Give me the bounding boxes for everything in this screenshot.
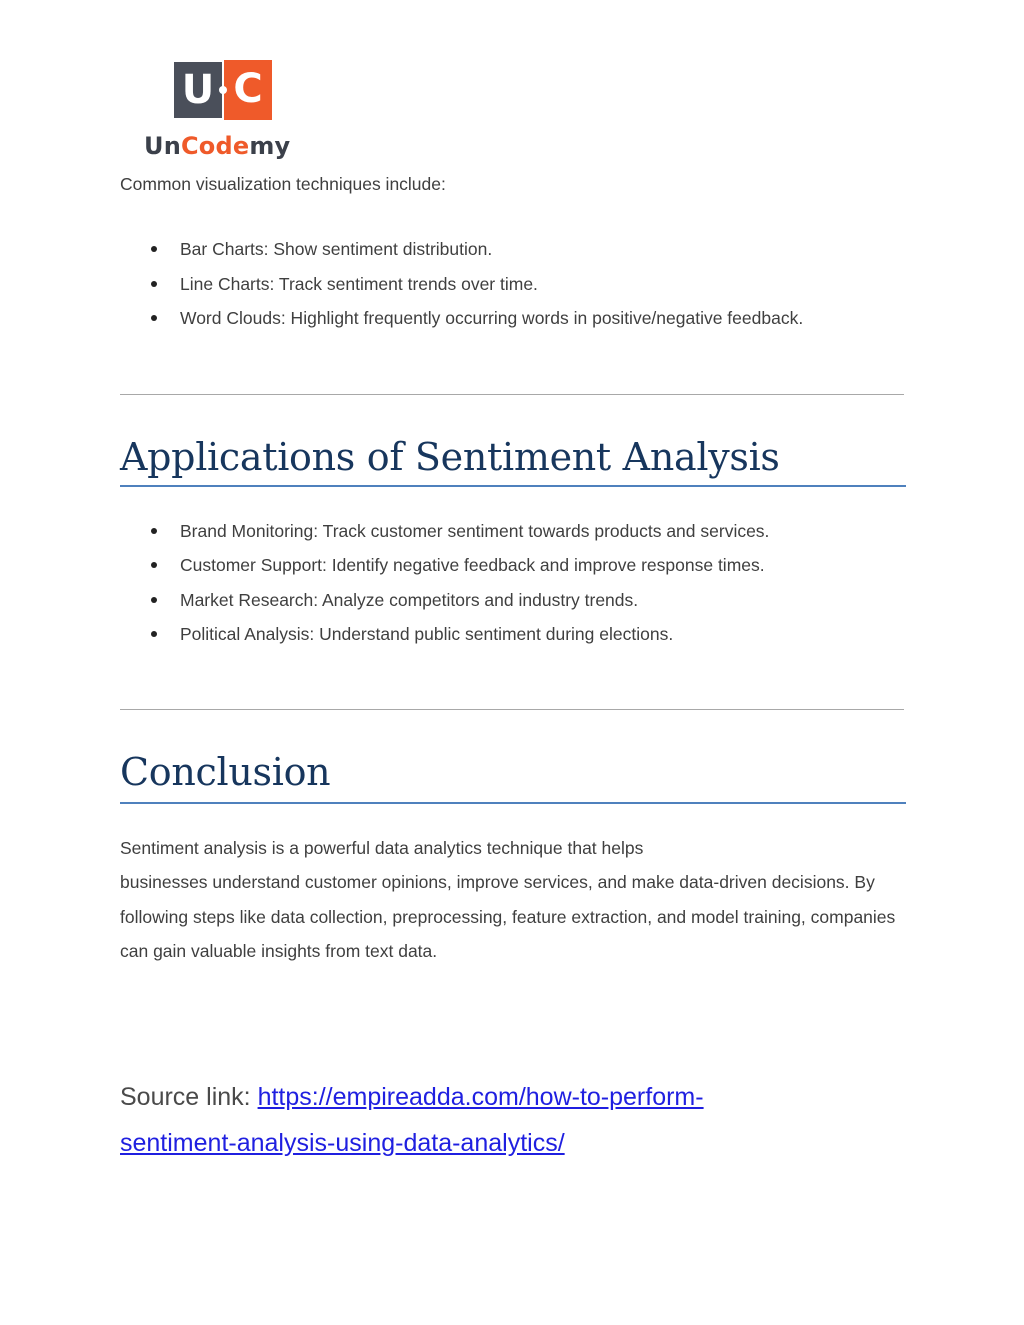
section-divider [120, 394, 904, 395]
logo-badge-u: U [174, 62, 222, 118]
list-item: Line Charts: Track sentiment trends over time. [120, 267, 906, 302]
applications-heading: Applications of Sentiment Analysis [120, 434, 780, 479]
list-item: Market Research: Analyze competitors and industry trends. [120, 583, 906, 618]
list-item: Customer Support: Identify negative feedback and improve response times. [120, 548, 906, 583]
list-item: Bar Charts: Show sentiment distribution. [120, 232, 906, 267]
list-item: Political Analysis: Understand public sentiment during elections. [120, 617, 906, 652]
logo-badge [174, 60, 272, 120]
logo-dot-icon [219, 86, 227, 94]
source-label: Source link: [120, 1082, 251, 1111]
source-line [120, 1074, 906, 1166]
applications-heading-rule [120, 485, 906, 487]
section-divider [120, 709, 904, 710]
list-item: Brand Monitoring: Track customer sentiment towards products and services. [120, 514, 906, 549]
conclusion-paragraph [120, 831, 906, 969]
visualization-list [120, 232, 906, 336]
visualization-intro: Common visualization techniques include: [120, 174, 446, 194]
conclusion-heading: Conclusion [120, 749, 331, 794]
applications-list [120, 514, 906, 652]
document-content [120, 170, 906, 1166]
uncodemy-logo [140, 60, 310, 164]
conclusion-line-2: businesses understand customer opinions, improve services, and make data-driven decisions. By following steps like data collection, preprocessing, feature extraction, and model training, companies can gain valuable insights from text data. [120, 872, 896, 961]
source-link-line-1: https://empireadda.com/how-to-perform- [257, 1082, 704, 1111]
list-item: Word Clouds: Highlight frequently occurring words in positive/negative feedback. [120, 301, 906, 336]
source-link-line-2: sentiment-analysis-using-data-analytics/ [120, 1128, 565, 1157]
logo-wordmark-un: Un [144, 132, 181, 160]
logo-wordmark [144, 132, 290, 160]
conclusion-heading-rule [120, 802, 906, 804]
logo-wordmark-code: Code [180, 132, 250, 160]
logo-badge-c: C [224, 60, 272, 120]
logo-wordmark-my: my [249, 132, 291, 160]
conclusion-line-1: Sentiment analysis is a powerful data analytics technique that helps [120, 837, 644, 858]
